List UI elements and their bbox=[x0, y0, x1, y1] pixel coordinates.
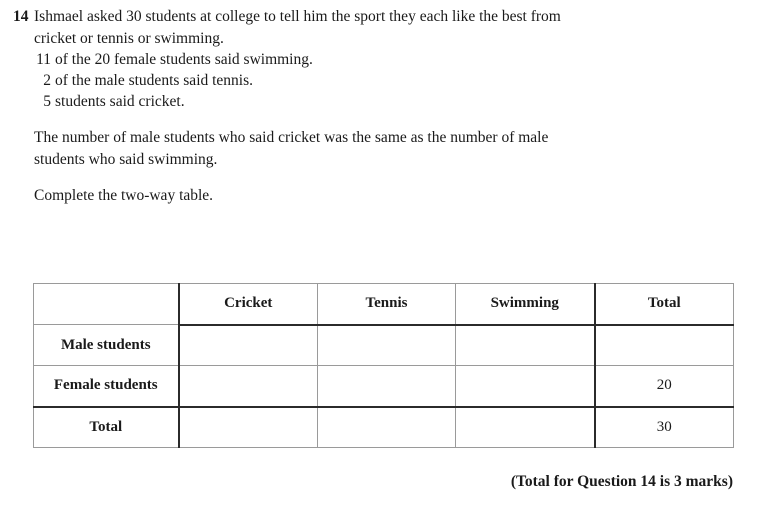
fact-number: 5 bbox=[43, 93, 51, 110]
cell-total-cricket[interactable] bbox=[179, 407, 318, 448]
fact-item bbox=[34, 91, 713, 112]
cell-total-tennis[interactable] bbox=[318, 407, 456, 448]
question-body bbox=[34, 6, 713, 207]
cell-total-total[interactable]: 30 bbox=[595, 407, 734, 448]
intro-line-2: cricket or tennis or swimming. bbox=[34, 29, 224, 47]
column-header-swimming: Swimming bbox=[456, 284, 595, 325]
table-row-total bbox=[34, 407, 734, 448]
column-header-tennis: Tennis bbox=[318, 284, 456, 325]
cell-male-total[interactable] bbox=[595, 325, 734, 366]
row-label-total: Total bbox=[34, 407, 179, 448]
condition-line-1: The number of male students who said cricket was the same as the number of male bbox=[34, 129, 549, 146]
column-header-cricket: Cricket bbox=[179, 284, 318, 325]
row-label-male-students: Male students bbox=[34, 325, 179, 366]
table-header-row bbox=[34, 284, 734, 325]
cell-female-total[interactable]: 20 bbox=[595, 366, 734, 407]
instruction-text: Complete the two-way table. bbox=[34, 187, 214, 204]
question-number: 14 bbox=[13, 8, 29, 25]
fact-text: of the male students said tennis. bbox=[55, 72, 254, 89]
intro-line-1: Ishmael asked 30 students at college to tell him the sport they each like the best from bbox=[34, 8, 561, 25]
table-row-female-students bbox=[34, 366, 734, 407]
fact-item bbox=[34, 49, 713, 70]
row-label-female-students: Female students bbox=[34, 366, 179, 407]
fact-list bbox=[34, 49, 713, 112]
cell-male-tennis[interactable] bbox=[318, 325, 456, 366]
fact-text: of the 20 female students said swimming. bbox=[55, 51, 313, 68]
question-marks-footer: (Total for Question 14 is 3 marks) bbox=[510, 473, 733, 490]
table-corner-cell bbox=[34, 284, 179, 325]
cell-male-cricket[interactable] bbox=[179, 325, 318, 366]
cell-female-tennis[interactable] bbox=[318, 366, 456, 407]
two-way-table bbox=[33, 283, 734, 448]
table-row-male-students bbox=[34, 325, 734, 366]
cell-female-cricket[interactable] bbox=[179, 366, 318, 407]
cell-male-swimming[interactable] bbox=[456, 325, 595, 366]
condition-line-2: students who said swimming. bbox=[34, 150, 218, 168]
fact-text: students said cricket. bbox=[55, 93, 185, 110]
question-intro bbox=[13, 6, 713, 207]
fact-number: 2 bbox=[43, 72, 51, 89]
question-block bbox=[13, 6, 713, 207]
fact-number: 11 bbox=[36, 51, 51, 68]
cell-total-swimming[interactable] bbox=[456, 407, 595, 448]
cell-female-swimming[interactable] bbox=[456, 366, 595, 407]
column-header-total: Total bbox=[595, 284, 734, 325]
fact-item bbox=[34, 70, 713, 91]
